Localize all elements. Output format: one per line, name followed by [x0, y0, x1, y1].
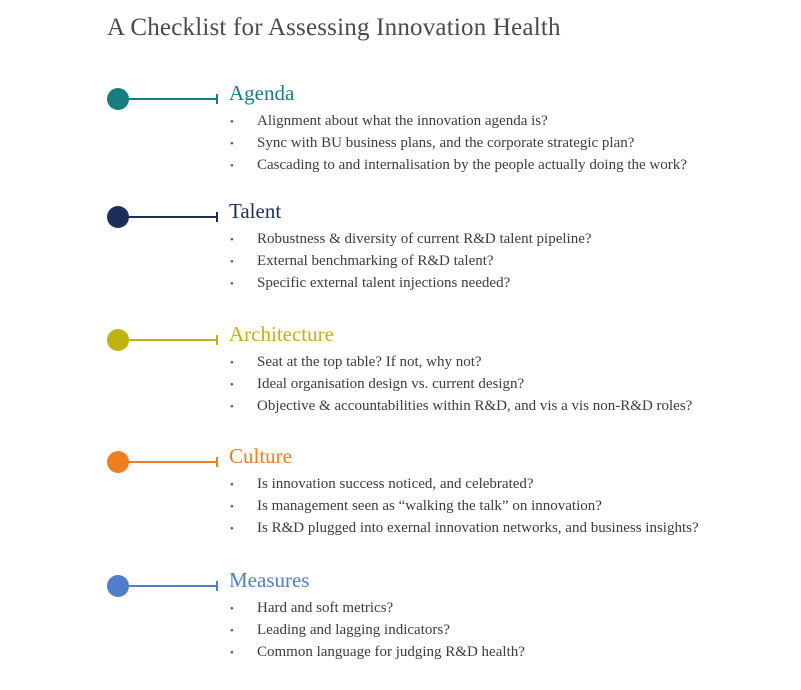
bullet-icon: • — [230, 501, 234, 513]
bullet-icon: • — [230, 116, 234, 128]
checklist-item — [230, 373, 692, 395]
connector-line — [125, 98, 217, 100]
section-marker — [107, 206, 219, 228]
checklist — [230, 110, 687, 176]
checklist — [230, 597, 525, 663]
checklist-item-text: Seat at the top table? If not, why not? — [257, 354, 482, 370]
checklist-item — [230, 395, 692, 417]
checklist-item-text: Common language for judging R&D health? — [257, 644, 525, 660]
checklist-item — [230, 597, 525, 619]
checklist-item — [230, 272, 592, 294]
checklist-item-text: Is R&D plugged into exernal innovation networks, and business insights? — [257, 520, 699, 536]
section-marker — [107, 88, 219, 110]
checklist-item-text: Alignment about what the innovation agenda is? — [257, 113, 548, 129]
checklist-item — [230, 154, 687, 176]
checklist-item-text: Specific external talent injections needed? — [257, 275, 511, 291]
checklist-item — [230, 132, 687, 154]
checklist-item-text: Leading and lagging indicators? — [257, 622, 450, 638]
connector-line — [125, 461, 217, 463]
bullet-icon: • — [230, 278, 234, 290]
bullet-icon: • — [230, 479, 234, 491]
bullet-icon: • — [230, 256, 234, 268]
checklist-item — [230, 641, 525, 663]
checklist-item — [230, 619, 525, 641]
connector-tick — [216, 212, 218, 222]
connector-tick — [216, 457, 218, 467]
section-heading: Culture — [229, 444, 292, 468]
connector-tick — [216, 94, 218, 104]
section-heading: Measures — [229, 568, 310, 592]
checklist — [230, 473, 699, 539]
checklist-item-text: Is management seen as “walking the talk” on innovation? — [257, 498, 602, 514]
checklist-item — [230, 250, 592, 272]
connector-tick — [216, 581, 218, 591]
checklist-item-text: External benchmarking of R&D talent? — [257, 253, 494, 269]
checklist-item-text: Ideal organisation design vs. current design? — [257, 376, 525, 392]
checklist-item — [230, 351, 692, 373]
bullet-icon: • — [230, 523, 234, 535]
checklist-item-text: Is innovation success noticed, and celebrated? — [257, 476, 534, 492]
bullet-icon: • — [230, 234, 234, 246]
checklist-item — [230, 495, 699, 517]
connector-tick — [216, 335, 218, 345]
checklist-item — [230, 473, 699, 495]
connector-line — [125, 585, 217, 587]
checklist — [230, 228, 592, 294]
section-marker — [107, 451, 219, 473]
checklist-item-text: Cascading to and internalisation by the people actually doing the work? — [257, 157, 687, 173]
bullet-icon: • — [230, 625, 234, 637]
bullet-icon: • — [230, 401, 234, 413]
bullet-icon: • — [230, 603, 234, 615]
connector-line — [125, 216, 217, 218]
checklist-item — [230, 110, 687, 132]
bullet-icon: • — [230, 647, 234, 659]
bullet-icon: • — [230, 379, 234, 391]
bullet-icon: • — [230, 138, 234, 150]
checklist-item-text: Hard and soft metrics? — [257, 600, 394, 616]
checklist-item-text: Robustness & diversity of current R&D talent pipeline? — [257, 231, 592, 247]
checklist-item — [230, 228, 592, 250]
checklist-item — [230, 517, 699, 539]
checklist-item-text: Objective & accountabilities within R&D, and vis a vis non-R&D roles? — [257, 398, 693, 414]
section-marker — [107, 329, 219, 351]
bullet-icon: • — [230, 160, 234, 172]
section-heading: Talent — [229, 199, 282, 223]
checklist-item-text: Sync with BU business plans, and the corporate strategic plan? — [257, 135, 635, 151]
checklist — [230, 351, 692, 417]
section-heading: Architecture — [229, 322, 334, 346]
bullet-icon: • — [230, 357, 234, 369]
connector-line — [125, 339, 217, 341]
section-heading: Agenda — [229, 81, 295, 105]
page-title: A Checklist for Assessing Innovation Health — [107, 14, 561, 41]
section-marker — [107, 575, 219, 597]
